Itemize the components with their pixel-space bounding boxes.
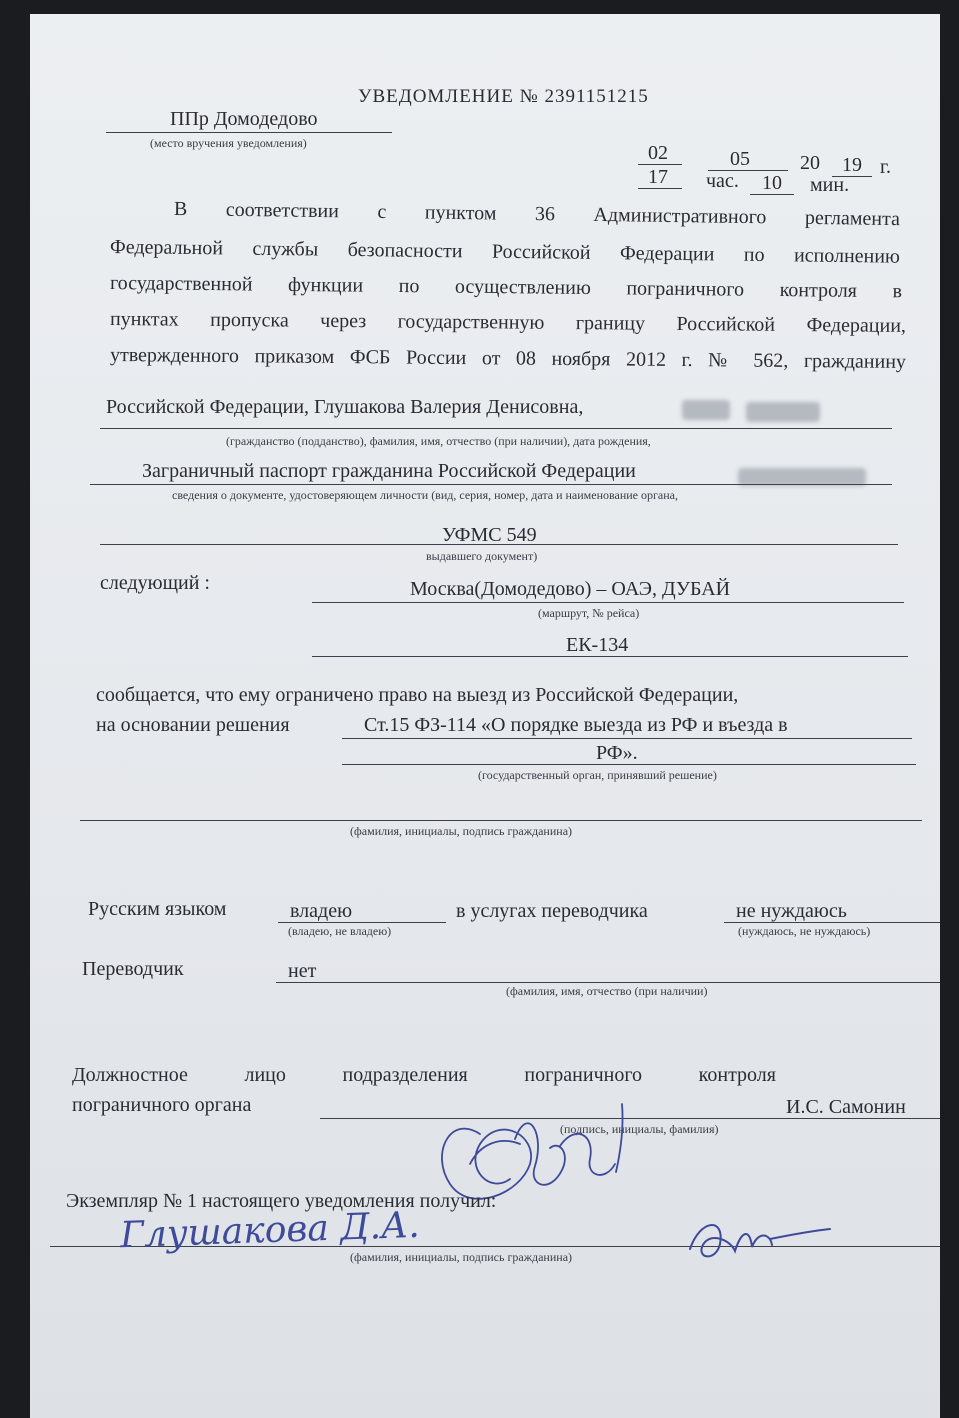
basis-caption: (государственный орган, принявший решение) [478,768,717,782]
route-label: следующий : [100,572,210,594]
date-day: 02 [648,142,668,164]
body-first-line-word: соответствии [225,198,340,223]
document-caption: сведения о документе, удостоверяющем личности (вид, серия, номер, дата и наименование органа, [172,488,679,502]
officer-line2: пограничного органа [72,1094,252,1116]
citizen-signature-caption: (фамилия, инициалы, подпись гражданина) [350,824,573,838]
date-year-suffix: 19 [842,154,862,176]
place-caption: (место вручения уведомления) [150,136,307,150]
citizen-underline [100,428,892,429]
place-underline [106,132,392,133]
issuer-caption: выдавшего документ) [426,549,538,563]
document-title: УВЕДОМЛЕНИЕ № 2391151215 [358,86,649,107]
citizen-line: Российской Федерации, Глушакова Валерия Денисовна, [106,396,584,418]
time-hour-underline [638,188,682,189]
officer-line1-word: контроля [698,1064,776,1086]
flight-underline [312,656,908,657]
body-first-line-word: Административного [593,203,767,229]
officer-name: И.С. Самонин [786,1096,906,1118]
time-hour-unit: час. [706,170,739,192]
date-day-underline [638,164,682,165]
translator-need-caption: (нуждаюсь, не нуждаюсь) [738,924,871,938]
officer-caption: (подпись, инициалы, фамилия) [560,1122,719,1136]
body-first-line-word: регламента [804,206,901,231]
document-underline [90,484,892,485]
translator-caption: (фамилия, имя, отчество (при наличии) [506,984,708,998]
receipt-handwritten-name: Глушакова Д.А. [119,1204,421,1257]
citizen-signature [680,1209,840,1269]
translator-need-value: не нуждаюсь [736,900,847,922]
date-year-prefix: 20 [800,152,820,174]
receipt-text: Экземпляр № 1 настоящего уведомления получил: [66,1190,497,1212]
basis-underline-2 [342,764,916,765]
notification-document [30,14,940,1418]
body-first-line-word: с [377,200,387,223]
time-hour: 17 [648,166,668,188]
body-first-line-word: 36 [534,203,556,226]
basis-label: на основании решения [96,714,290,736]
route-caption: (маршрут, № рейса) [538,606,640,620]
restriction-text: сообщается, что ему ограничено право на выезд из Российской Федерации, [96,684,739,706]
document-issuer: УФМС 549 [442,524,537,546]
redacted-birthdate-part2 [746,402,820,422]
receipt-caption: (фамилия, инициалы, подпись гражданина) [350,1250,573,1264]
officer-line1-word: пограничного [524,1064,643,1086]
basis-underline-1 [342,738,912,739]
body-line-5: утвержденного приказом ФСБ России от 08 ноября 2012 г. № 562, гражданину [109,344,907,373]
translator-need-underline [724,922,940,923]
basis-line2: РФ». [596,742,638,764]
date-month: 05 [730,148,750,170]
issuer-underline [100,544,898,545]
route-value: Москва(Домодедово) – ОАЭ, ДУБАЙ [410,578,731,600]
basis-line1: Ст.15 ФЗ-114 «О порядке выезда из РФ и въезда в [364,714,788,736]
language-label: Русским языком [88,898,227,920]
body-line-4: пунктах пропуска через государственную границу Российской Федерации, [109,308,907,337]
translator-underline [276,982,940,983]
document-value: Заграничный паспорт гражданина Российской Федерации [142,460,636,482]
route-underline [312,602,904,603]
body-first-line [174,198,900,231]
translator-value: нет [288,960,317,982]
officer-line1-word: подразделения [342,1064,468,1086]
time-minute-unit: мин. [810,174,850,196]
translator-need-label: в услугах переводчика [456,900,648,922]
translator-label: Переводчик [82,958,184,980]
redacted-birthdate-part1 [682,400,730,420]
time-minute-underline [750,194,794,195]
language-value: владею [290,900,353,922]
body-first-line-word: пунктом [424,201,497,225]
flight-number: ЕК-134 [566,634,629,656]
citizen-signature-underline [80,820,922,821]
date-year-unit: г. [880,156,891,178]
language-underline [278,922,446,923]
language-caption: (владею, не владею) [288,924,392,938]
time-minute: 10 [762,172,782,194]
place-of-service: ППр Домодедово [170,108,318,130]
body-first-line-word: В [173,198,188,221]
officer-line1-word: лицо [244,1064,286,1086]
citizen-caption: (гражданство (подданство), фамилия, имя, отчество (при наличии), дата рождения, [226,434,651,448]
body-line-3: государственной функции по осуществлению пограничного контроля в [109,272,903,303]
body-line-2: Федеральной службы безопасности Российской Федерации по исполнению [109,236,901,268]
officer-line1-word: Должностное [72,1064,188,1086]
